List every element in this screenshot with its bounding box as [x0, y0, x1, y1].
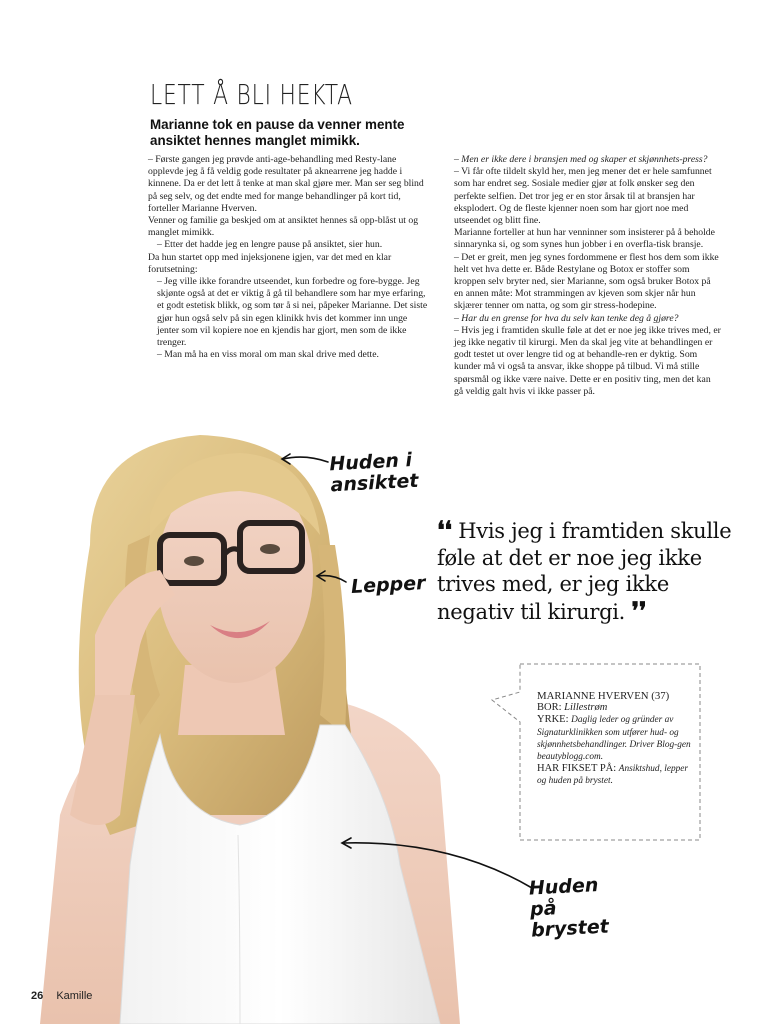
paragraph: – Hvis jeg i framtiden skulle føle at det er noe jeg ikke trives med, er jeg ikke negativ til kirurgi. Men da skal jeg vite at behandlingen er godt testet ut over lengre tid og at behandle-ren er dyktig. Som kunder må vi også ta ansvar, ikke shoppe på tilbud. Vi må stille spørsmål og ikke være naive. Dette er en positiv ting, men det kan gå veldig galt hvis vi ikke passer på. — [454, 324, 721, 397]
factbox-bor — [537, 702, 697, 714]
paragraph: Marianne forteller at hun har venninner som insisterer på å beholde sinnarynka si, og som synes hun jobber i en overfla-tisk bransje. — [454, 227, 715, 251]
annotation-face: Huden i ansiktet — [328, 449, 419, 497]
bor-value: Lillestrøm — [564, 702, 608, 714]
page-footer — [31, 990, 92, 1002]
fikset-label: HAR FIKSET PÅ: — [537, 763, 617, 775]
fikset-value: Ansiktshud, lepper og huden på brystet. — [537, 764, 688, 787]
paragraph: Venner og familie ga beskjed om at ansiktet hennes så opp-blåst ut og manglet mimikk. — [148, 215, 419, 239]
paragraph: – Vi får ofte tildelt skyld her, men jeg mener det er hele samfunnet som har endret seg. Sosiale medier gjør at folk ønsker seg den perfekte selfien. Det tror jeg er en stor årsak til at bransjen har eksplodert. Og de fleste kjenner noen som har gjort noe med utseendet og blitt fine. — [454, 166, 712, 227]
paragraph: – Jeg ville ikke forandre utseendet, kun forbedre og fore-bygge. Jeg skjønte også at det er viktig å gå til behandlere som har mye erfaring, et godt estetisk blikk, og som tør å si nei, påpeker Marianne. Det siste gjør hun også selv på sin egen klinikk hvis det kommer inn unge jenter som vil kopiere noe en kjendis har gjort, men som de ikke trenger. — [157, 276, 428, 349]
factbox-text — [537, 690, 697, 788]
question: – Har du en grense for hva du selv kan tenke deg å gjøre? — [454, 312, 679, 324]
pull-quote-text: Hvis jeg i framtiden skulle føle at det er noe jeg ikke trives med, er jeg ikke negativ til kirurgi. — [437, 519, 732, 624]
yrke-value: Daglig leder og gründer av Signaturklinikken som utfører hud- og skjønnhetsbehandlinger. Driver Blog-gen beautyblogg.com. — [537, 715, 691, 763]
paragraph: – Første gangen jeg prøvde anti-age-behandling med Resty-lane opplevde jeg å få veldig gode resultater på aknearrene jeg hadde i kinnene. Da er det lett å tenke at man skal gjøre mer. Man ser seg blind på seg selv, og det endte med for mange behandlinger på kort tid, forteller Marianne Hverven. — [148, 154, 424, 214]
quote-open-icon: ❛❛ — [437, 515, 452, 544]
paragraph: – Det er greit, men jeg synes fordommene er flest hos dem som ikke helt vet hva dette er. Både Restylane og Botox er stoffer som kroppen selv bryter ned, sier Marianne, som også bruker Botox på en annen måte: Mot strammingen av kjeven som skjer når hun skjærer tenner om natta, og som gir stress-hodepine. — [454, 251, 719, 312]
face-arrow-line — [283, 457, 328, 462]
quote-close-icon: ❜❜ — [631, 595, 647, 625]
page-number: 26 — [31, 990, 44, 1002]
factbox-fikset — [537, 763, 697, 787]
paragraph: – Man må ha en viss moral om man skal drive med dette. — [157, 349, 379, 361]
paragraph: Da hun startet opp med injeksjonene igjen, var det med en klar forutsetning: — [148, 251, 392, 275]
factbox-name: MARIANNE HVERVEN (37) — [537, 690, 670, 702]
paragraph: – Etter det hadde jeg en lengre pause på ansiktet, sier hun. — [157, 239, 383, 251]
factbox-yrke — [537, 714, 697, 763]
headline: LETT Å BLI HEKTA — [150, 78, 353, 111]
annotation-chest: Huden på brystet — [528, 874, 610, 942]
pull-quote — [437, 517, 747, 625]
chest-arrow-line — [343, 843, 532, 888]
bor-label: BOR: — [537, 702, 562, 714]
magazine-name: Kamille — [56, 990, 93, 1002]
yrke-label: YRKE: — [537, 714, 569, 726]
annotation-lips: Lepper — [350, 572, 426, 598]
lede: Marianne tok en pause da venner mente ansiktet hennes manglet mimikk. — [150, 117, 405, 148]
question: – Men er ikke dere i bransjen med og skaper et skjønnhets-press? — [454, 154, 708, 165]
